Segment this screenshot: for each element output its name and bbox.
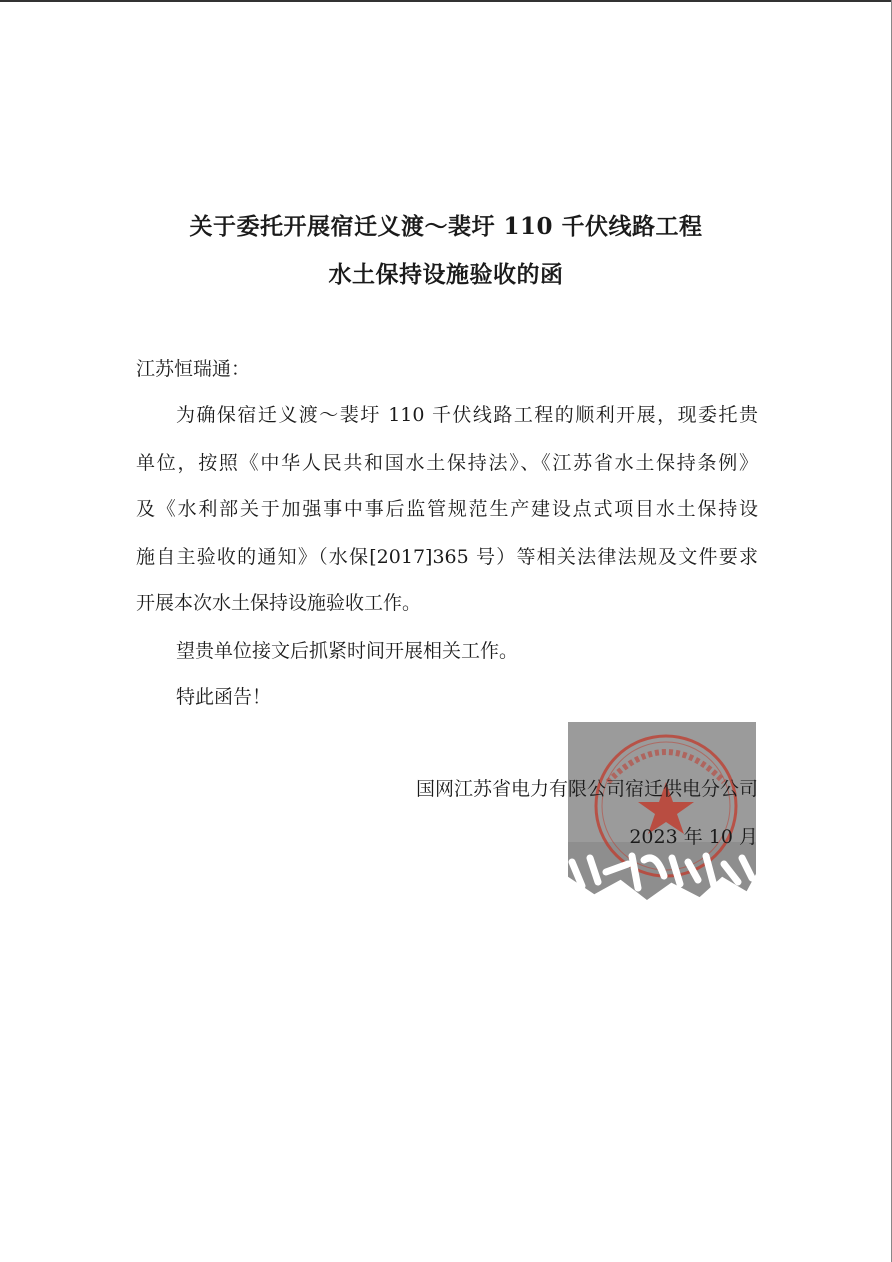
salutation: 江苏恒瑞通： bbox=[136, 358, 251, 380]
paragraph-1-line-4: 施自主验收的通知》（水保[2017]365 号）等相关法律法规及文件要求 bbox=[136, 546, 758, 568]
paragraph-1-line-5: 开展本次水土保持设施验收工作。 bbox=[136, 592, 422, 614]
handwritten-signature-icon bbox=[568, 842, 758, 902]
closing-line: 特此函告！ bbox=[176, 686, 272, 708]
signer-organization: 国网江苏省电力有限公司宿迁供电分公司 bbox=[415, 778, 758, 800]
document-title-line-1: 关于委托开展宿迁义渡～裴圩 110 千伏线路工程 bbox=[189, 213, 703, 240]
paragraph-2: 望贵单位接文后抓紧时间开展相关工作。 bbox=[176, 640, 519, 662]
paragraph-1-line-3: 及《水利部关于加强事中事后监管规范生产建设点式项目水土保持设 bbox=[136, 498, 758, 520]
paragraph-1-line-2: 单位，按照《中华人民共和国水土保持法》、《江苏省水土保持条例》 bbox=[136, 452, 758, 474]
document-date: 2023 年 10 月 bbox=[629, 826, 758, 848]
document-title-line-2: 水土保持设施验收的函 bbox=[328, 261, 564, 288]
page-top-border bbox=[0, 0, 892, 2]
paragraph-1-line-1: 为确保宿迁义渡～裴圩 110 千伏线路工程的顺利开展，现委托贵 bbox=[176, 404, 758, 426]
